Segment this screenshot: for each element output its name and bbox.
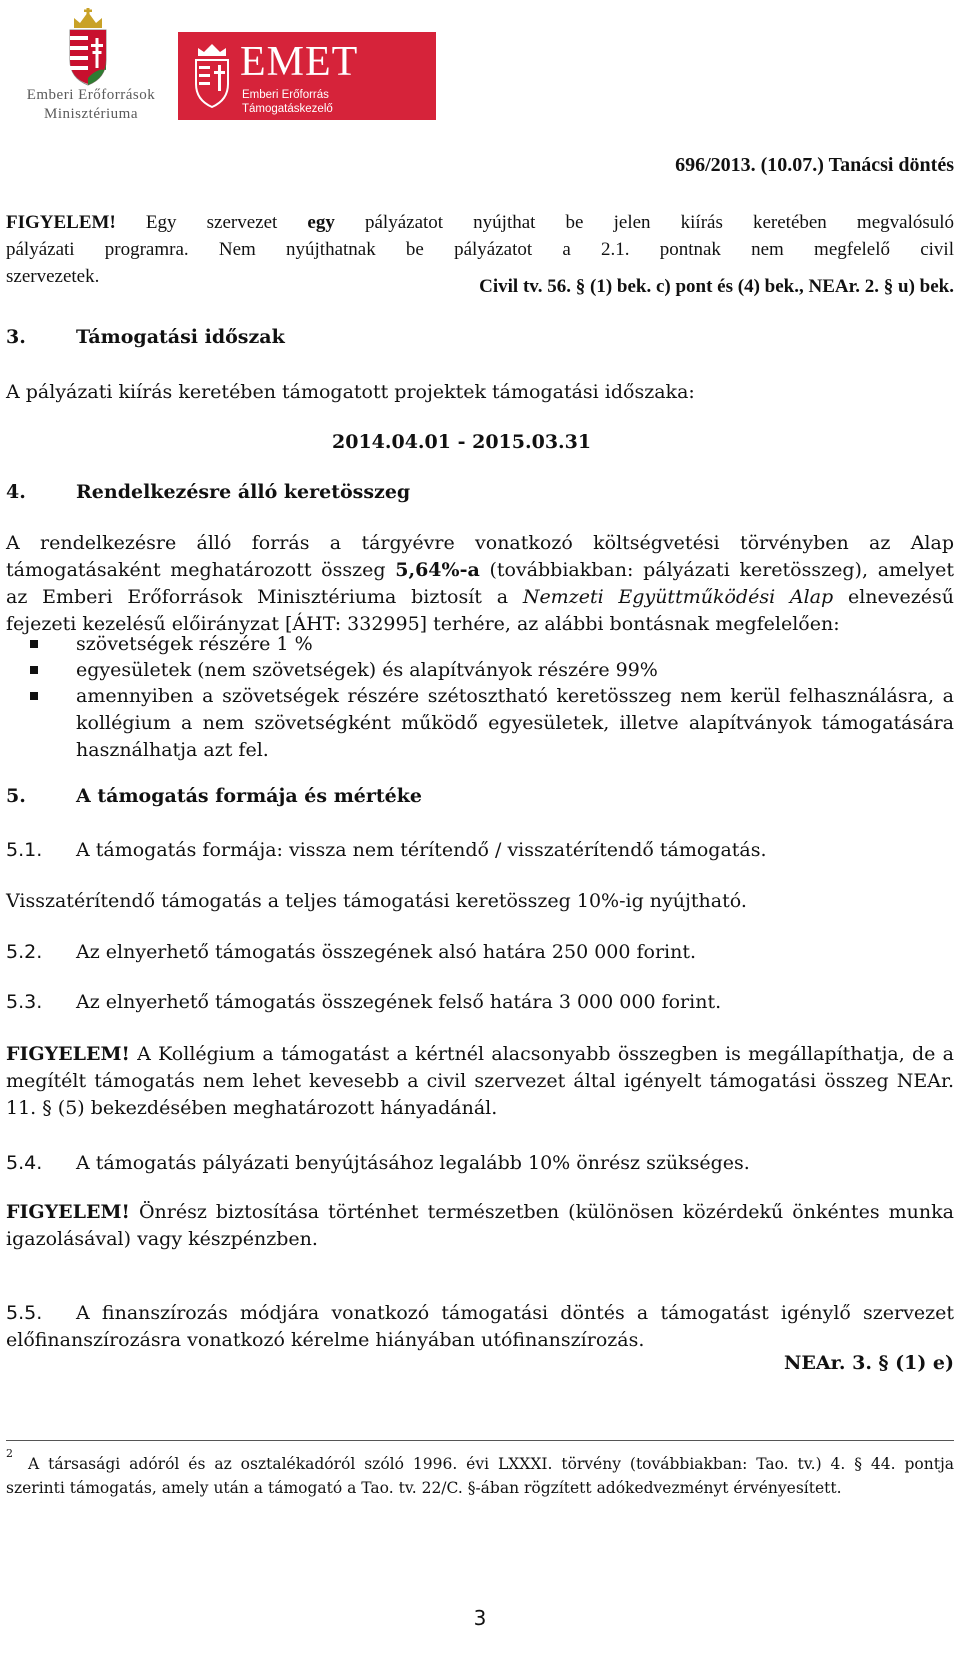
warning-3-line-2: igazolásával) vagy készpénzben. [6,1228,318,1250]
support-period: 2014.04.01 - 2015.03.31 [332,431,592,453]
section-4-paragraph [6,530,954,638]
hungarian-coat-of-arms-logo [66,8,110,86]
warning-block-3 [6,1199,954,1253]
section-4-line-2 [6,557,954,584]
bullet-item-3-line-3: használhatja azt fel. [76,739,269,761]
warning-block-2 [6,1041,954,1122]
bullet-icon [30,692,38,700]
fund-name: Nemzeti Együttműködési Alap [522,586,834,608]
warning-1-line-2: pályázati programra. Nem nyújthatnak be pályázatot a 2.1. pontnak nem megfelelő civil [6,239,954,260]
warning-3-text-1: Önrész biztosítása történhet természetben (különösen közérdekű önkéntes munka [138,1201,954,1223]
section-5-3-number: 5.3. [6,991,43,1013]
footnote-divider [6,1440,954,1441]
warning-1-text-b: pályázatot nyújthat be jelen kiírás keretében megvalósuló [364,212,955,233]
bullet-icon [30,666,38,674]
section-5-5-line-2: előfinanszírozásra vonatkozó kérelme hiányában utófinanszírozás. [6,1329,645,1351]
section-5-number: 5. [6,785,26,807]
warning-1-text-a: Egy szervezet [145,212,278,233]
warning-2-text-1: A Kollégium a támogatást a kértnél alacsonyabb összegben is megállapíthatja, de a [137,1043,954,1065]
section-5-5-paragraph [6,1300,954,1354]
emet-logo-sub2: Támogatáskezelő [242,103,333,115]
funding-percentage: 5,64%-a [395,559,480,581]
bullet-item-3-line-2: kollégium a nem szövetségként működő egyesületek, illetve alapítványok támogatására [76,712,954,734]
ministry-logo-text [6,86,176,124]
section-4-title: Rendelkezésre álló keretösszeg [76,481,411,503]
warning-3-line-1 [6,1199,954,1226]
warning-2-line-1 [6,1041,954,1068]
section-5-3-text: Az elnyerhető támogatás összegének felső határa 3 000 000 forint. [76,991,722,1013]
section-3-title: Támogatási időszak [76,326,285,348]
refundable-support-text: Visszatérítendő támogatás a teljes támogatási keretösszeg 10%-ig nyújtható. [6,890,747,912]
section-5-1-number: 5.1. [6,839,43,861]
warning-1-emphasis: egy [307,212,335,233]
warning-2-label: FIGYELEM! [6,1043,130,1065]
footnote-line-1: A társasági adóról és az osztalékadóról szóló 1996. évi LXXXI. törvény (továbbiakban: Tao. tv.) 4. § 44. pontja [28,1455,954,1473]
footnote-mark: 2 [6,1447,13,1460]
warning-1-line-1 [6,209,954,236]
footnote-text [6,1452,954,1500]
section-4-line-4: fejezeti kezelésű előirányzat [ÁHT: 332995] terhére, az alábbi bontásnak megfelelően: [6,613,840,635]
warning-3-label: FIGYELEM! [6,1201,130,1223]
section-4-line-2a: támogatásaként meghatározott összeg [6,559,386,581]
decision-reference: 696/2013. (10.07.) Tanácsi döntés [675,154,954,176]
emet-logo-subtitle [242,88,333,116]
section-4-line-2c: (továbbiakban: pályázati keretösszeg), amelyet [489,559,954,581]
section-5-5-number: 5.5. [6,1302,43,1324]
section-5-5-line-1: A finanszírozás módjára vonatkozó támogatási döntés a támogatást igénylő szervezet [76,1302,954,1324]
warning-1-line-3: szervezetek. [6,266,100,287]
ministry-logo-line1: Emberi Erőforrások [26,87,156,103]
section-4-number: 4. [6,481,26,503]
ministry-logo-line2: Minisztériuma [44,106,138,122]
section-4-line-3 [6,584,954,611]
section-4-line-3a: az Emberi Erőforrások Minisztériuma biztosít a [6,586,509,608]
section-4-line-3c: elnevezésű [847,586,955,608]
bullet-item-3-line-1: amennyiben a szövetségek részére szétosztható keretösszeg nem kerül felhasználásra, a [76,685,954,707]
bullet-item-3 [76,683,954,764]
section-5-title: A támogatás formája és mértéke [76,785,423,807]
section-4-line-1: A rendelkezésre álló forrás a tárgyévre vonatkozó költségvetési törvényben az Alap [6,532,954,554]
footnote-line-2: szerinti támogatás, amely után a támogató a Tao. tv. 22/C. §-ában rögzített adókedvezményt érvényesített. [6,1479,842,1497]
emet-logo-word: EMET [240,39,359,85]
section-5-2-text: Az elnyerhető támogatás összegének alsó határa 250 000 forint. [76,941,697,963]
warning-1-legal-ref: Civil tv. 56. § (1) bek. c) pont és (4) bek., NEAr. 2. § u) bek. [479,276,954,297]
emet-logo [178,32,436,120]
section-5-legal-ref: NEAr. 3. § (1) e) [784,1352,954,1374]
section-5-2-number: 5.2. [6,941,43,963]
section-5-4-text: A támogatás pályázati benyújtásához legalább 10% önrész szükséges. [76,1152,750,1174]
page-number: 3 [473,1606,487,1630]
bullet-item-1: szövetségek részére 1 % [76,633,313,655]
emet-logo-sub1: Emberi Erőforrás [242,89,329,101]
section-3-number: 3. [6,326,26,348]
warning-2-line-2: megítélt támogatás nem lehet kevesebb a civil szervezet által igényelt támogatási összeg NEAr. [6,1070,954,1092]
section-5-4-number: 5.4. [6,1152,43,1174]
warning-1-label: FIGYELEM! [6,212,116,233]
bullet-icon [30,640,38,648]
section-5-1-text: A támogatás formája: vissza nem térítendő / visszatérítendő támogatás. [76,839,767,861]
warning-2-line-3: 11. § (5) bekezdésében meghatározott hányadánál. [6,1097,498,1119]
bullet-item-2: egyesületek (nem szövetségek) és alapítványok részére 99% [76,659,658,681]
section-3-text: A pályázati kiírás keretében támogatott projektek támogatási időszaka: [6,381,695,403]
emet-shield-icon [194,44,230,108]
